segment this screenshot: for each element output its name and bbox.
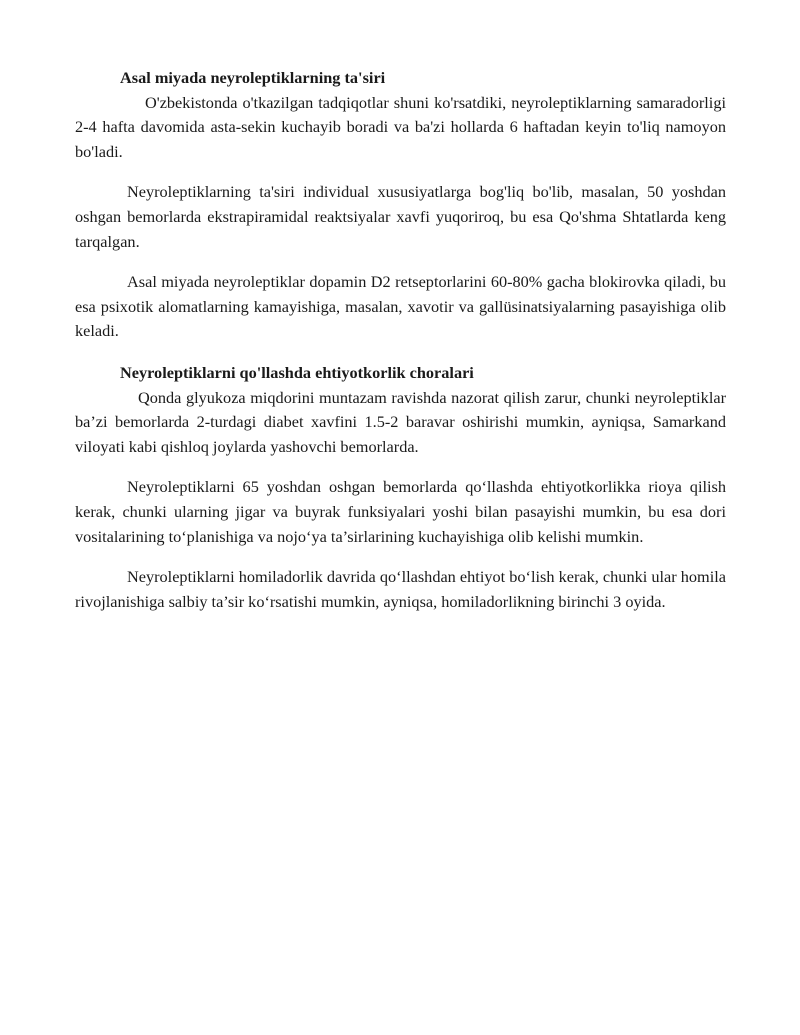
paragraph-pregnancy: Neyroleptiklarni homiladorlik davrida qo‘llashdan ehtiyot bo‘lish kerak, chunki ular homila rivojlanishiga salbiy ta’sir ko‘rsatishi mumkin, ayniqsa, homiladorlikning birinchi 3 oyida. — [75, 567, 726, 611]
paragraph-individual-effects: Neyroleptiklarning ta'siri individual xususiyatlarga bog'liq bo'lib, masalan, 50 yoshdan oshgan bemorlarda ekstrapiramidal reaktsiyalar xavfi yuqoriroq, bu esa Qo'shma Shtatlarda keng tarqalgan. — [75, 182, 726, 251]
paragraph-elderly-patients: Neyroleptiklarni 65 yoshdan oshgan bemorlarda qo‘llashda ehtiyotkorlikka rioya qilish kerak, chunki ularning jigar va buyrak funksiyalari yoshi bilan pasayishi mumkin, bu esa dori vositalarining to‘planishiga va nojo‘ya ta’sirlarining kuchayishiga olib kelishi mumkin. — [75, 477, 726, 546]
document-body — [75, 66, 726, 614]
paragraph-spacer — [75, 549, 726, 565]
section-heading-precautions: Neyroleptiklarni qo'llashda ehtiyotkorlik choralari — [120, 362, 474, 382]
section-heading-effects: Asal miyada neyroleptiklarning ta'siri — [120, 68, 386, 87]
paragraph-spacer — [75, 459, 726, 475]
paragraph-dopamine-blockade: Asal miyada neyroleptiklar dopamin D2 retseptorlarini 60-80% gacha blokirovka qiladi, bu esa psixotik alomatlarning kamayishiga, masalan, xavotir va gallüsinatsiyalarning pasayishiga olib keladi. — [75, 272, 726, 341]
paragraph-spacer — [75, 254, 726, 270]
paragraph-glucose-monitoring: Qonda glyukoza miqdorini muntazam ravishda nazorat qilish zarur, chunki neyroleptiklar ba’zi bemorlarda 2-turdagi diabet xavfini 1.5-2 baravar oshirishi mumkin, ayniqsa, Samarkand viloyati kabi qishloq joylarda yashovchi bemorlarda. — [75, 387, 726, 456]
paragraph-spacer — [75, 164, 726, 180]
paragraph-efficacy: O'zbekistonda o'tkazilgan tadqiqotlar shuni ko'rsatdiki, neyroleptiklarning samaradorligi 2-4 hafta davomida asta-sekin kuchayib boradi va ba'zi hollarda 6 haftadan keyin to'liq namoyon bo'ladi. — [75, 92, 726, 161]
section-spacer — [75, 344, 726, 361]
